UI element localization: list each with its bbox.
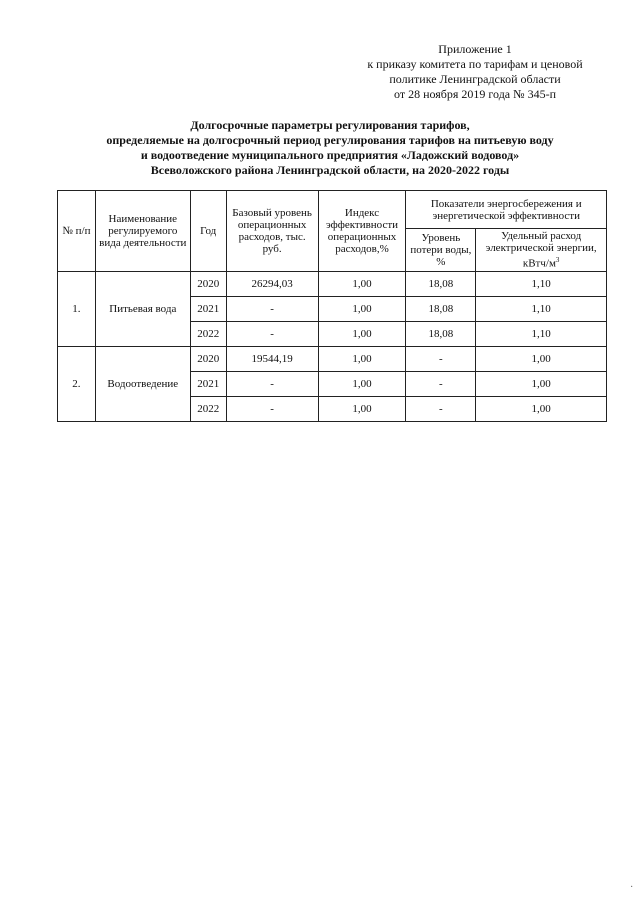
row-activity: Питьевая вода (95, 271, 190, 346)
row-efficiency-index: 1,00 (318, 296, 406, 321)
row-water-loss: 18,08 (406, 271, 476, 296)
header-water-loss: Уровень потери воды, % (406, 229, 476, 272)
appendix-line: к приказу комитета по тарифам и ценовой (367, 57, 583, 71)
row-energy-consumption: 1,00 (476, 346, 607, 371)
appendix-line: политике Ленинградской области (389, 72, 561, 86)
row-base-level: - (226, 371, 318, 396)
row-base-level: - (226, 321, 318, 346)
row-efficiency-index: 1,00 (318, 371, 406, 396)
title-line: Долгосрочные параметры регулирования тарифов, (190, 118, 470, 132)
row-base-level: 26294,03 (226, 271, 318, 296)
row-year: 2020 (190, 271, 226, 296)
appendix-line: Приложение 1 (438, 42, 512, 56)
row-activity: Водоотведение (95, 346, 190, 421)
title-line: и водоотведение муниципального предприятия «Ладожский водовод» (140, 148, 520, 162)
row-efficiency-index: 1,00 (318, 346, 406, 371)
row-year: 2022 (190, 321, 226, 346)
row-year: 2020 (190, 346, 226, 371)
appendix-header (330, 42, 620, 102)
row-water-loss: - (406, 371, 476, 396)
row-energy-consumption: 1,00 (476, 371, 607, 396)
row-year: 2022 (190, 396, 226, 421)
table-row (58, 346, 607, 371)
row-base-level: - (226, 396, 318, 421)
header-energy-group: Показатели энергосбережения и энергетической эффективности (406, 191, 607, 229)
header-efficiency-index: Индекс эффективности операционных расходов,% (318, 191, 406, 272)
row-base-level: - (226, 296, 318, 321)
row-base-level: 19544,19 (226, 346, 318, 371)
consumption-unit-sup: 3 (555, 256, 560, 264)
row-energy-consumption: 1,10 (476, 271, 607, 296)
appendix-line: от 28 ноября 2019 года № 345-п (394, 87, 556, 101)
row-water-loss: - (406, 346, 476, 371)
row-year: 2021 (190, 371, 226, 396)
row-efficiency-index: 1,00 (318, 396, 406, 421)
row-num: 2. (58, 346, 96, 421)
row-water-loss: 18,08 (406, 321, 476, 346)
header-base-level: Базовый уровень операционных расходов, тыс. руб. (226, 191, 318, 272)
title-line: Всеволожского района Ленинградской области, на 2020-2022 годы (150, 163, 510, 177)
row-efficiency-index: 1,00 (318, 321, 406, 346)
row-year: 2021 (190, 296, 226, 321)
consumption-label: Удельный расход электрической энергии, кВтч/м (485, 230, 597, 270)
parameters-table (57, 190, 607, 422)
scan-mark: · (630, 882, 634, 893)
header-num: № п/п (58, 191, 96, 272)
row-energy-consumption: 1,00 (476, 396, 607, 421)
row-efficiency-index: 1,00 (318, 271, 406, 296)
row-num: 1. (58, 271, 96, 346)
header-activity: Наименование регулируемого вида деятельности (95, 191, 190, 272)
row-energy-consumption: 1,10 (476, 321, 607, 346)
row-water-loss: 18,08 (406, 296, 476, 321)
row-water-loss: - (406, 396, 476, 421)
row-energy-consumption: 1,10 (476, 296, 607, 321)
header-year: Год (190, 191, 226, 272)
title-line: определяемые на долгосрочный период регулирования тарифов на питьевую воду (106, 133, 554, 147)
table-row (58, 271, 607, 296)
header-energy-consumption (476, 229, 607, 272)
document-title (40, 118, 620, 178)
